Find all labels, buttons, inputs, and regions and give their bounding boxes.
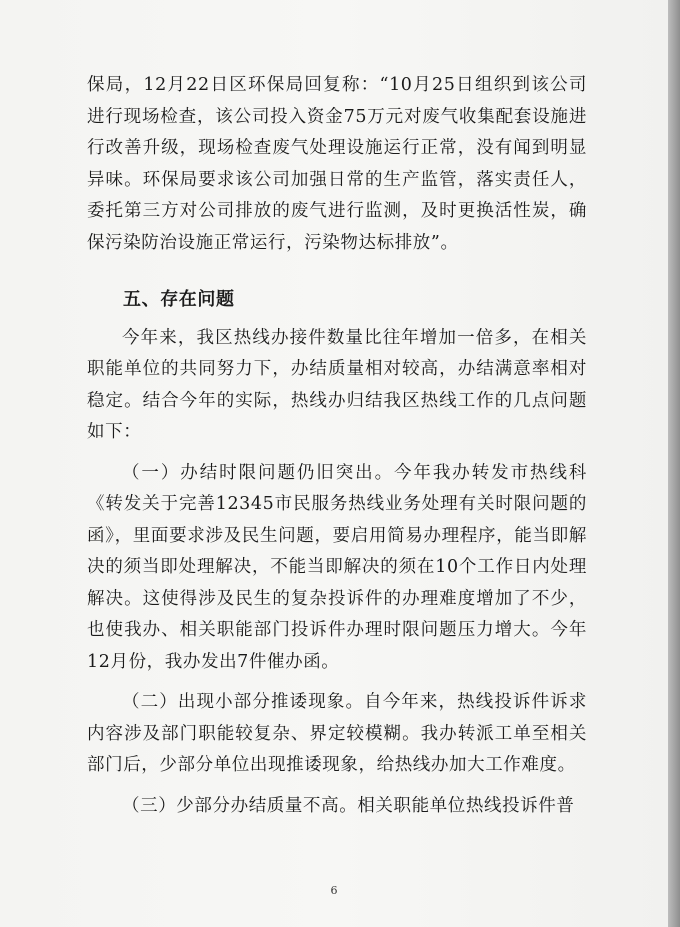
issue-paragraph-2: （二）出现小部分推诿现象。自今年来，热线投诉件诉求内容涉及部门职能较复杂、界定较模糊。我办转派工单至相关部门后，少部分单位出现推诿现象，给热线办加大工作难度。 xyxy=(87,692,587,775)
document-body xyxy=(87,70,587,822)
continuation-paragraph: 保局，12月22日区环保局回复称：“10月25日组织到该公司进行现场检查，该公司投入资金75万元对废气收集配套设施进行改善升级，现场检查废气处理设施运行正常，没有闻到明显异味。环保局要求该公司加强日常的生产监管，落实责任人，委托第三方对公司排放的废气进行监测，及时更换活性炭，确保污染防治设施正常运行，污染物达标排放”。 xyxy=(87,75,587,253)
issue-paragraph-3: （三）少部分办结质量不高。相关职能单位热线投诉件普 xyxy=(122,795,575,816)
issue-paragraph-1: （一）办结时限问题仍旧突出。今年我办转发市热线科《转发关于完善12345市民服务热线业务处理有关时限问题的函》，里面要求涉及民生问题，要启用简易办理程序，能当即解决的须当即处理解决，不能当即解决的须在10个工作日内处理解决。这使得涉及民生的复杂投诉件的办理难度增加了不少，也使我办、相关职能部门投诉件办理时限问题压力增大。今年12月份，我办发出7件催办函。 xyxy=(87,462,587,672)
intro-paragraph: 今年来，我区热线办接件数量比往年增加一倍多，在相关职能单位的共同努力下，办结质量相对较高，办结满意率相对稳定。结合今年的实际，热线办归结我区热线工作的几点问题如下： xyxy=(87,327,587,442)
page-edge-shadow xyxy=(668,0,680,927)
section-heading: 五、存在问题 xyxy=(123,289,235,310)
page-number: 6 xyxy=(330,884,338,897)
